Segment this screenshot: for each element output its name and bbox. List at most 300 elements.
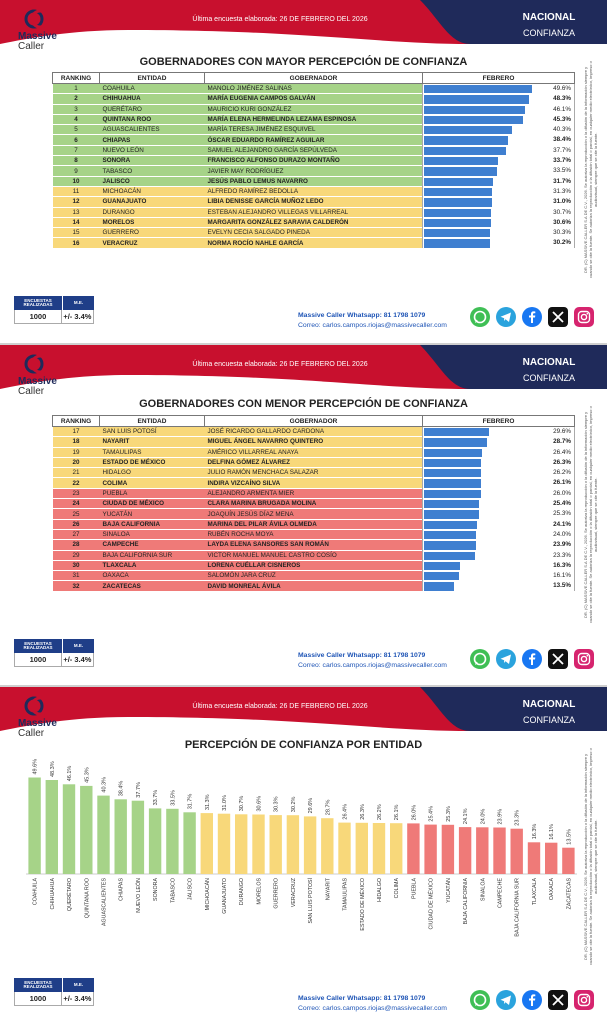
category-label: CHIHUAHUA [49,878,56,910]
row-rank: 14 [53,217,100,227]
bar [511,829,523,874]
row-rank: 6 [53,135,100,145]
data-label: 25.3% [445,806,452,822]
row-bar [424,229,490,238]
table-row [53,468,575,478]
row-value: 16.1% [553,572,571,580]
row-rank: 29 [53,550,100,560]
row-bar-cell [423,560,575,570]
row-bar-cell [423,125,575,135]
row-governor: MARINA DEL PILAR ÁVILA OLMEDA [205,519,423,529]
row-rank: 8 [53,156,100,166]
data-label: 26.3% [359,804,366,820]
row-value: 40.3% [553,126,571,134]
row-bar-cell [423,84,575,94]
row-bar [424,167,497,176]
row-entity: TABASCO [100,166,205,176]
bar [459,827,471,874]
bar-chart [0,687,580,977]
row-governor: INDIRA VIZCAÍNO SILVA [205,478,423,488]
row-bar-cell [423,457,575,467]
row-bar-cell [423,207,575,217]
data-label: 30.6% [256,795,263,812]
bar [476,827,488,874]
data-label: 26.0% [411,804,418,821]
row-bar-cell [423,468,575,478]
category-label: AGUASCALIENTES [101,878,108,926]
row-governor: JULIO RAMÓN MENCHACA SALAZAR [205,468,423,478]
row-bar [424,239,490,248]
row-governor: MAURICIO KURI GONZÁLEZ [205,104,423,114]
row-value: 48.3% [553,95,571,103]
brand-logo [14,353,70,399]
row-bar [424,188,492,197]
category-label: ESTADO DE MÉXICO [359,878,366,931]
row-bar-cell [423,197,575,207]
row-entity: SINALOA [100,529,205,539]
brand-line2: Caller [18,41,45,52]
data-label: 29.6% [308,797,315,814]
data-label: 16.3% [532,823,538,840]
table-row [53,156,575,166]
stats-surveys: 1000 [15,310,62,323]
contact-info [298,651,447,671]
x-icon[interactable] [548,307,568,327]
row-rank: 13 [53,207,100,217]
bar [46,780,58,874]
row-bar [424,95,529,104]
subtitle-label: CONFIANZA [522,715,575,725]
category-label: QUINTANA ROO [84,878,91,919]
data-label: 24.0% [480,808,487,825]
table-title: GOBERNADORES CON MAYOR PERCEPCIÓN DE CONFIANZA [139,56,468,68]
row-governor: LIBIA DENISSE GARCÍA MUÑOZ LEDO [205,197,423,207]
stats-header-surveys: ENCUESTAS REALIZADAS [14,296,62,310]
row-bar-cell [423,104,575,114]
row-rank: 22 [53,478,100,488]
row-rank: 1 [53,84,100,94]
row-value: 38.4% [553,136,571,144]
row-value: 28.7% [553,438,571,446]
top-ranking-panel [0,0,607,343]
row-entity: MORELOS [100,217,205,227]
col-entity: ENTIDAD [100,73,205,84]
survey-stats [14,296,94,330]
row-value: 26.3% [553,458,571,466]
row-rank: 32 [53,581,100,591]
table-row [53,84,575,94]
row-bar-cell [423,488,575,498]
row-bar-cell [423,519,575,529]
survey-stats [14,978,94,1012]
table-row [53,238,575,248]
row-value: 26.4% [553,448,571,456]
data-label: 26.1% [394,804,401,821]
bar [356,823,368,874]
row-governor: EVELYN CECIA SALGADO PINEDA [205,228,423,238]
row-rank: 9 [53,166,100,176]
row-bar [424,479,481,488]
subtitle-label: CONFIANZA [522,28,575,38]
row-entity: TLAXCALA [100,560,205,570]
row-bar-cell [423,217,575,227]
row-entity: GUANAJUATO [100,197,205,207]
row-entity: CIUDAD DE MÉXICO [100,499,205,509]
survey-date: Última encuesta elaborada: 26 DE FEBRERO DEL 2026 [192,361,368,368]
table-row [53,125,575,135]
row-bar [424,469,481,478]
row-value: 31.3% [553,187,571,195]
row-bar-cell [423,228,575,238]
row-governor: DAVID MONREAL ÁVILA [205,581,423,591]
data-label: 24.1% [463,808,470,825]
table-row [53,228,575,238]
row-value: 25.4% [553,500,571,508]
row-rank: 24 [53,499,100,509]
brand-line1: Massive [18,376,57,387]
row-value: 30.3% [553,229,571,237]
col-governor: GOBERNADOR [205,416,423,427]
row-entity: CHIHUAHUA [100,94,205,104]
contact-email[interactable]: Correo: carlos.campos.riojas@massivecaller.com [298,662,447,669]
row-bar-cell [423,478,575,488]
category-label: TLAXCALA [532,878,538,906]
row-bar-cell [423,427,575,437]
social-icons [470,990,594,1010]
row-entity: NAYARIT [100,437,205,447]
row-rank: 23 [53,488,100,498]
row-entity: SONORA [100,156,205,166]
row-governor: MARÍA EUGENIA CAMPOS GALVÁN [205,94,423,104]
data-label: 45.3% [84,767,91,783]
telegram-icon[interactable] [496,649,516,669]
row-governor: MARÍA ELENA HERMELINDA LEZAMA ESPINOSA [205,114,423,124]
row-rank: 7 [53,145,100,155]
table-row [53,197,575,207]
data-label: 26.2% [377,804,383,820]
stats-header-surveys: ENCUESTAS REALIZADAS [14,639,62,653]
row-bar-cell [423,166,575,176]
row-governor: LORENA CUÉLLAR CISNEROS [205,560,423,570]
category-label: CHIAPAS [118,878,125,901]
survey-date: Última encuesta elaborada: 26 DE FEBRERO DEL 2026 [192,16,368,23]
row-governor: SALOMÓN JARA CRUZ [205,571,423,581]
table-row [53,550,575,560]
row-bar [424,572,459,581]
category-label: PUEBLA [411,878,418,899]
row-bar-cell [423,447,575,457]
contact-whatsapp[interactable]: Massive Caller Whatsapp: 81 1798 1079 [298,312,426,319]
survey-stats [14,639,94,673]
row-rank: 12 [53,197,100,207]
category-label: SAN LUIS POTOSÍ [308,878,315,924]
side-note: DR. (C) MASSIVE CALLER S.A DE C.V., 2026. Se autoriza la reproducción o la difusión de la información siempre y cuando se cite la fuente. Se autoriza la reproducción o la difusión total o parcial, en cualquier medio electrónico, impreso o audiovisual, siempre que se cite la fuente. [583,406,598,624]
table-row [53,427,575,437]
row-rank: 10 [53,176,100,186]
data-label: 31.3% [204,794,211,811]
row-bar [424,438,487,447]
col-month: FEBRERO [423,73,575,84]
data-label: 23.3% [514,810,521,826]
whatsapp-icon[interactable] [470,649,490,669]
table-row [53,207,575,217]
contact-whatsapp[interactable]: Massive Caller Whatsapp: 81 1798 1079 [298,652,426,659]
row-bar [424,178,493,187]
contact-whatsapp[interactable]: Massive Caller Whatsapp: 81 1798 1079 [298,995,426,1002]
data-label: 38.4% [118,780,125,797]
category-label: MORELOS [256,878,263,905]
row-governor: ESTEBAN ALEJANDRO VILLEGAS VILLARREAL [205,207,423,217]
logo-mark-icon [24,353,50,375]
ranking-table [52,72,575,248]
bar [63,784,75,874]
bar [528,842,540,874]
row-rank: 15 [53,228,100,238]
row-entity: COLIMA [100,478,205,488]
bar [201,813,213,874]
contact-email[interactable]: Correo: carlos.campos.riojas@massivecaller.com [298,322,447,329]
row-bar [424,562,460,571]
row-bar-cell [423,114,575,124]
row-governor: DELFINA GÓMEZ ÁLVAREZ [205,457,423,467]
row-bar-cell [423,145,575,155]
category-label: CIUDAD DE MÉXICO [428,878,435,930]
table-row [53,186,575,196]
instagram-icon[interactable] [574,307,594,327]
bar [545,843,557,874]
data-label: 48.3% [49,761,56,777]
row-bar [424,85,532,94]
row-governor: SAMUEL ALEJANDRO GARCÍA SEPÚLVEDA [205,145,423,155]
row-value: 25.3% [553,510,571,518]
ranking-table [52,415,575,591]
x-icon[interactable] [548,990,568,1010]
region-label: NACIONAL [522,699,576,710]
facebook-icon[interactable] [522,649,542,669]
bar [166,809,178,874]
row-bar [424,531,476,540]
col-rank: RANKING [53,73,100,84]
table-row [53,519,575,529]
row-rank: 4 [53,114,100,124]
side-note: DR. (C) MASSIVE CALLER S.A DE C.V., 2026. Se autoriza la reproducción o la difusión de la información siempre y cuando se cite la fuente. Se autoriza la reproducción o la difusión total o parcial, en cualquier medio electrónico, impreso o audiovisual, siempre que se cite la fuente. [583,61,598,279]
category-label: OAXACA [549,878,556,901]
row-rank: 16 [53,238,100,248]
bar [373,823,385,874]
data-label: 25.4% [428,805,435,822]
row-governor: MIGUEL ÁNGEL NAVARRO QUINTERO [205,437,423,447]
category-label: MICHOACÁN [204,878,211,911]
stats-surveys: 1000 [15,653,62,666]
table-row [53,581,575,591]
row-value: 26.1% [553,479,571,487]
row-bar-cell [423,94,575,104]
row-value: 13.5% [553,582,571,590]
bar [218,814,230,874]
instagram-icon[interactable] [574,990,594,1010]
row-bar [424,198,492,207]
stats-surveys: 1000 [15,992,62,1005]
table-title: GOBERNADORES CON MENOR PERCEPCIÓN DE CONFIANZA [139,398,468,410]
row-rank: 2 [53,94,100,104]
stats-me: +/- 3.4% [63,655,92,664]
telegram-icon[interactable] [496,307,516,327]
facebook-icon[interactable] [522,990,542,1010]
data-label: 31.7% [187,793,194,810]
category-label: NAYARIT [325,878,332,901]
row-bar [424,552,475,561]
row-value: 26.0% [553,489,571,497]
category-label: COLIMA [394,878,401,899]
category-label: SINALOA [480,878,487,901]
category-label: JALISCO [187,878,194,901]
row-bar [424,106,525,115]
data-label: 33.5% [170,790,177,806]
category-label: SONORA [153,878,160,901]
row-bar [424,510,479,519]
row-entity: ZACATECAS [100,581,205,591]
row-value: 46.1% [553,105,571,113]
bar [442,825,454,874]
whatsapp-icon[interactable] [470,307,490,327]
row-value: 37.7% [553,146,571,154]
bar [97,796,109,874]
bar [338,823,350,874]
data-label: 33.7% [153,789,160,806]
row-governor: MANOLO JIMÉNEZ SALINAS [205,84,423,94]
x-icon[interactable] [548,649,568,669]
data-label: 37.7% [135,782,142,798]
row-bar [424,116,523,125]
row-governor: JOSÉ RICARDO GALLARDO CARDONA [205,427,423,437]
row-entity: DURANGO [100,207,205,217]
row-governor: VICTOR MANUEL MANUEL CASTRO COSÍO [205,550,423,560]
bottom-ranking-panel [0,345,607,685]
bar [28,778,40,875]
row-bar [424,459,481,468]
category-label: CAMPECHE [497,878,504,909]
bar [115,799,127,874]
row-governor: CLARA MARINA BRUGADA MOLINA [205,499,423,509]
row-bar [424,500,479,509]
table-row [53,104,575,114]
social-icons [470,649,594,669]
category-label: GUANAJUATO [222,878,228,914]
stats-header-me: M.E. [62,978,94,992]
category-label: DURANGO [239,878,246,906]
row-value: 31.0% [553,198,571,206]
row-entity: QUERÉTARO [100,104,205,114]
header-banner [0,0,607,44]
whatsapp-icon[interactable] [470,990,490,1010]
row-entity: TAMAULIPAS [100,447,205,457]
table-row [53,176,575,186]
row-entity: BAJA CALIFORNIA SUR [100,550,205,560]
data-label: 30.7% [239,795,246,812]
contact-email[interactable]: Correo: carlos.campos.riojas@massivecaller.com [298,1005,447,1012]
table-row [53,114,575,124]
col-month: FEBRERO [423,416,575,427]
contact-info [298,994,447,1014]
row-bar-cell [423,437,575,447]
row-entity: CHIAPAS [100,135,205,145]
side-note: DR. (C) MASSIVE CALLER S.A DE C.V., 2026. Se autoriza la reproducción o la difusión de la información siempre y cuando se cite la fuente. Se autoriza la reproducción o la difusión total o parcial, en cualquier medio electrónico, impreso o audiovisual, siempre que se cite la fuente. [583,748,598,966]
row-entity: QUINTANA ROO [100,114,205,124]
bar [149,808,161,874]
row-governor: FRANCISCO ALFONSO DURAZO MONTAÑO [205,156,423,166]
row-bar-cell [423,176,575,186]
subtitle-label: CONFIANZA [522,373,575,383]
row-value: 45.3% [553,115,571,123]
category-label: ZACATECAS [566,878,573,910]
category-label: TAMAULIPAS [342,878,349,911]
row-rank: 3 [53,104,100,114]
row-value: 49.6% [553,85,571,92]
row-entity: MICHOACÁN [100,186,205,196]
row-rank: 21 [53,468,100,478]
row-entity: BAJA CALIFORNIA [100,519,205,529]
row-bar [424,147,506,156]
chart-panel [0,687,607,1024]
facebook-icon[interactable] [522,307,542,327]
table-row [53,457,575,467]
col-entity: ENTIDAD [100,416,205,427]
table-row [53,447,575,457]
row-value: 26.2% [553,469,571,477]
row-bar-cell [423,135,575,145]
table-row [53,540,575,550]
brand-line2: Caller [18,386,45,397]
row-governor: ALFREDO RAMÍREZ BEDOLLA [205,186,423,196]
row-rank: 17 [53,427,100,437]
row-bar [424,136,508,145]
row-rank: 18 [53,437,100,447]
category-label: HIDALGO [377,878,383,902]
region-label: NACIONAL [522,12,576,23]
region-label: NACIONAL [522,357,576,368]
row-rank: 19 [53,447,100,457]
row-entity: HIDALGO [100,468,205,478]
row-governor: MARGARITA GONZÁLEZ SARAVIA CALDERÓN [205,217,423,227]
data-label: 28.7% [325,799,332,816]
table-row [53,509,575,519]
row-rank: 28 [53,540,100,550]
col-rank: RANKING [53,416,100,427]
data-label: 31.0% [222,795,228,811]
stats-header-me: M.E. [62,639,94,653]
row-rank: 20 [53,457,100,467]
data-label: 16.1% [549,824,556,840]
telegram-icon[interactable] [496,990,516,1010]
row-value: 33.7% [553,157,571,165]
table-row [53,478,575,488]
bar [424,825,436,874]
row-bar [424,582,454,591]
row-rank: 27 [53,529,100,539]
bar [493,828,505,875]
data-label: 40.3% [101,776,108,793]
row-bar [424,157,498,166]
header-banner [0,345,607,389]
brand-line1: Massive [18,31,57,42]
brand-logo [14,8,70,54]
instagram-icon[interactable] [574,649,594,669]
row-rank: 5 [53,125,100,135]
row-governor: MARÍA TERESA JIMÉNEZ ESQUIVEL [205,125,423,135]
row-bar-cell [423,571,575,581]
table-row [53,217,575,227]
row-value: 16.3% [553,561,571,569]
